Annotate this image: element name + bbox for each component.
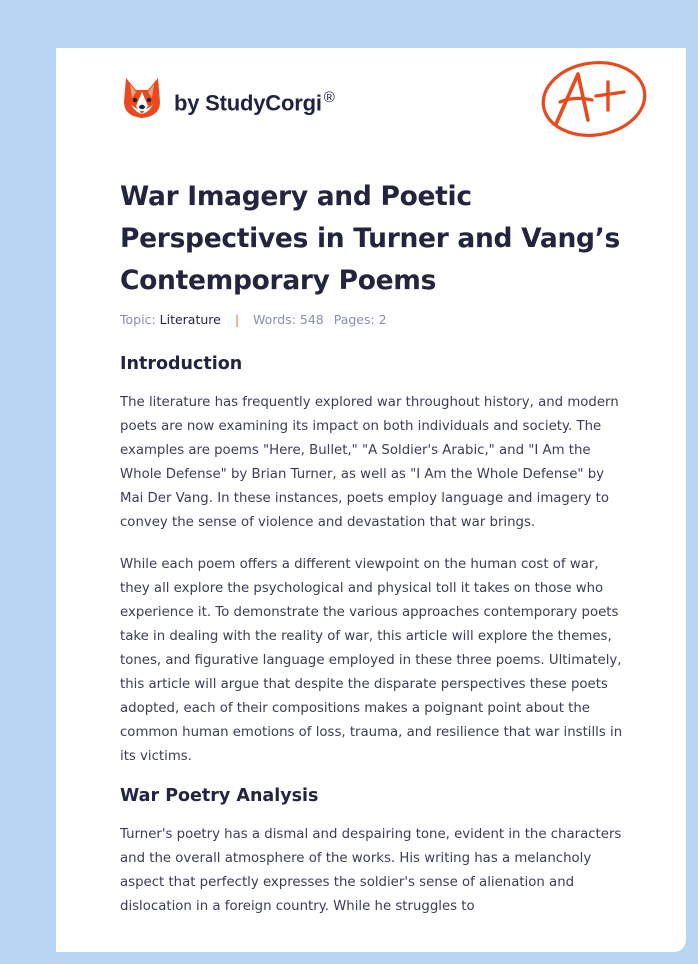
corgi-icon xyxy=(122,76,162,120)
document-card xyxy=(56,48,686,952)
registered-mark: ® xyxy=(323,89,335,107)
topic-label: Topic: xyxy=(120,312,156,327)
topic-link[interactable]: Literature xyxy=(159,312,221,327)
a-plus-grade-icon xyxy=(538,58,650,140)
paragraph: Turner's poetry has a dismal and despairing tone, evident in the characters and the overall atmosphere of the works. His writing has a melancholy aspect that perfectly expresses the soldier's sense of alienation and dislocation in a foreign country. While he struggles to xyxy=(120,827,622,914)
section-heading-war-poetry-analysis: War Poetry Analysis xyxy=(120,786,319,806)
meta-separator: | xyxy=(234,312,240,327)
article-meta xyxy=(120,312,387,327)
word-count: Words: 548 xyxy=(253,312,324,327)
page-count: Pages: 2 xyxy=(333,312,387,327)
page-title: War Imagery and Poetic Perspectives in Turner and Vang’s Contemporary Poems xyxy=(120,181,620,296)
studycorgi-logo[interactable] xyxy=(122,76,335,120)
brand-name: by StudyCorgi ® xyxy=(174,89,335,116)
section-heading-introduction: Introduction xyxy=(120,354,243,374)
paragraph: While each poem offers a different viewpoint on the human cost of war, they all explore the psychological and physical toll it takes on those who experience it. To demonstrate the various approaches contemporary poets take in dealing with the reality of war, this article will explore the themes, tones, and figurative language employed in these three poems. Ultimately, this article will argue that despite the disparate perspectives these poets adopted, each of their compositions makes a poignant point about the common human emotions of loss, trauma, and resilience that war instills in its victims. xyxy=(120,557,623,764)
paragraph: The literature has frequently explored war throughout history, and modern poets are now examining its impact on both individuals and society. The examples are poems "Here, Bullet," "A Soldier's Arabic," and "I Am the Whole Defense" by Brian Turner, as well as "I Am the Whole Defense" by Mai Der Vang. In these instances, poets employ language and imagery to convey the sense of violence and devastation that war brings. xyxy=(120,395,619,530)
